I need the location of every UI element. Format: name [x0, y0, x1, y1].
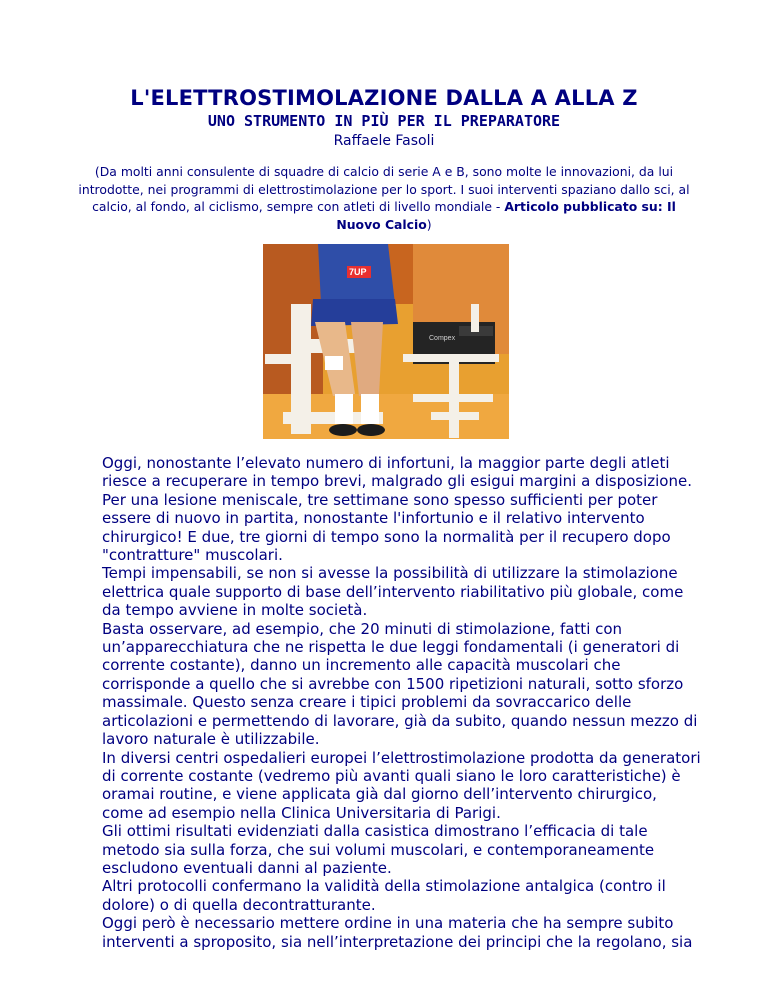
athlete-photo	[263, 244, 509, 439]
article-body	[102, 454, 702, 951]
shirt-logo: 7UP	[349, 267, 367, 277]
paragraph: Tempi impensabili, se non si avesse la possibilità di utilizzare la stimolazione elettrica quale supporto di base dell’intervento riabilitativo più globale, come da tempo avviene in molte società.	[102, 564, 684, 620]
paragraph: Oggi, nonostante l’elevato numero di infortuni, la maggior parte degli atleti riesce a recuperare in tempo brevi, malgrado gli esigui margini a disposizione. Per una lesione meniscale, tre settimane sono spesso sufficienti per poter essere di nuovo in partita, nonostante l'infortunio e il relativo intervento chirurgico! E due, tre giorni di tempo sono la normalità per il recupero dopo "contratture" muscolari.	[102, 454, 692, 565]
article-author: Raffaele Fasoli	[333, 133, 435, 149]
paragraph: Oggi però è necessario mettere ordine in una materia che ha sempre subito interventi a sproposito, sia nell’interpretazione dei principi che la regolano, sia	[102, 914, 693, 951]
paragraph: In diversi centri ospedalieri europei l’elettrostimolazione prodotta da generatori di corrente costante (vedremo più avanti quali siano le loro caratteristiche) è oramai routine, e viene applicata già dal giorno dell’intervento chirurgico, come ad esempio nella Clinica Universitaria di Parigi.	[102, 748, 701, 822]
paragraph: Altri protocolli confermano la validità della stimolazione antalgica (contro il dolore) o di quella decontratturante.	[102, 877, 666, 914]
device-label: Compex	[429, 335, 456, 342]
intro-close: )	[426, 216, 432, 232]
intro-note	[70, 163, 698, 233]
intro-source: Articolo pubblicato su: Il Nuovo Calcio	[336, 199, 676, 232]
article-subtitle: UNO STRUMENTO IN PIÙ PER IL PREPARATORE	[207, 112, 561, 130]
article-title: L'ELETTROSTIMOLAZIONE DALLA A ALLA Z	[130, 86, 638, 110]
intro-text: (Da molti anni consulente di squadre di calcio di serie A e B, sono molte le innovazioni, da lui introdotte, nei programmi di elettrostimolazione per lo sport. I suoi interventi spaziano dallo sci, al calcio, al fondo, al ciclismo, sempre con atleti di livello mondiale -	[78, 164, 690, 214]
paragraph: Gli ottimi risultati evidenziati dalla casistica dimostrano l’efficacia di tale metodo sia sulla forza, che sui volumi muscolari, e contemporaneamente escludono eventuali danni al paziente.	[102, 822, 655, 877]
paragraph: Basta osservare, ad esempio, che 20 minuti di stimolazione, fatti con un’apparecchiatura che ne rispetta le due leggi fondamentali (i generatori di corrente costante), danno un incremento alle capacità muscolari che corrisponde a quello che si avrebbe con 1500 ripetizioni naturali, sotto sforzo massimale. Questo senza creare i tipici problemi da sovraccarico delle articolazioni e permettendo di lavorare, già da subito, quando nessun mezzo di lavoro naturale è utilizzabile.	[102, 619, 698, 749]
